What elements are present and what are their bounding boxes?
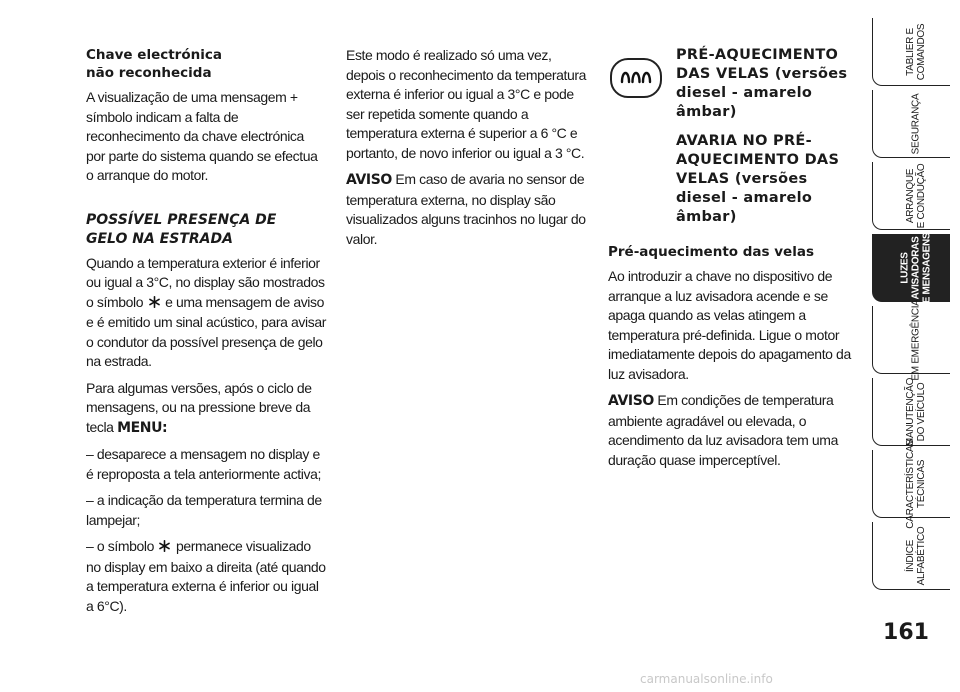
tab-label-text: TABLIER E COMANDOS bbox=[905, 23, 927, 81]
paragraph-aviso bbox=[346, 170, 588, 249]
heading-key-not-recognised bbox=[86, 46, 326, 82]
footer-watermark: carmanualsonline.info bbox=[640, 672, 773, 686]
heading-line: POSSÍVEL PRESENÇA DE bbox=[86, 211, 277, 228]
aviso-text: Em caso de avaria no sensor de temperatura externa, no display são visualizados alguns tracinhos no lugar do valor. bbox=[346, 171, 586, 247]
paragraph-aviso bbox=[608, 391, 852, 470]
heading-line: não reconhecida bbox=[86, 65, 212, 81]
chapter-index-tabs bbox=[872, 18, 960, 598]
glow-plug-fault-title: AVARIA NO PRÉ-AQUECIMENTO DAS VELAS (versões diesel - amarelo âmbar) bbox=[676, 133, 840, 225]
tab-tablier-comandos[interactable] bbox=[872, 18, 960, 86]
tab-label-text: LUZES AVISADORAS E MENSAGENS bbox=[899, 232, 933, 304]
tab-label-text: CARACTERÍSTICAS TÉCNICAS bbox=[905, 439, 927, 529]
paragraph-glow-plug: Ao introduzir a chave no dispositivo de arranque a luz avisadora acende e se apaga quando as velas atingem a temperatura pré-definida. Ligue o motor imediatamente depois do apagamento da luz avisadora. bbox=[608, 268, 851, 382]
tab-label-text: EM EMERGÊNCIA bbox=[910, 299, 922, 381]
tab-label-text: ARRANQUE E CONDUÇÃO bbox=[905, 163, 927, 229]
list-item bbox=[86, 537, 326, 616]
paragraph-temperature-mode: Este modo é realizado só uma vez, depois o reconhecimento da temperatura externa é inferior ou igual a 3°C e pode ser repetida somente quando a temperatura externa é superior a 6 °C e portanto, de novo inferior ou igual a 3 °C. bbox=[346, 47, 587, 161]
subheading-glow-plug: Pré-aquecimento das velas bbox=[608, 244, 814, 260]
tab-label-text: ÍNDICE ALFABÉTICO bbox=[905, 526, 927, 586]
text-span: e uma mensagem de aviso e é emitido um sinal acústico, para avisar o condutor da possível presença de gelo na estrada. bbox=[86, 293, 326, 369]
aviso-label: AVISO bbox=[608, 393, 654, 409]
tab-caracteristicas[interactable] bbox=[872, 439, 960, 529]
glow-plug-icon bbox=[610, 58, 662, 98]
text-span: permanece visualizado no display em baixo a direita (até quando a temperatura externa é inferior ou igual a 6°C). bbox=[86, 538, 326, 614]
tab-label-text: MANUTENÇÃO DO VEÍCULO bbox=[905, 377, 927, 447]
column-middle bbox=[346, 46, 588, 256]
tab-seguranca[interactable] bbox=[872, 90, 960, 158]
page-number: 161 bbox=[883, 620, 929, 645]
snowflake-icon bbox=[159, 538, 170, 558]
paragraph-ice-warning bbox=[86, 254, 326, 372]
tab-label-text: SEGURANÇA bbox=[910, 93, 922, 155]
heading-line: GELO NA ESTRADA bbox=[86, 230, 233, 247]
tab-arranque-conducao[interactable] bbox=[872, 162, 960, 230]
aviso-label: AVISO bbox=[346, 172, 392, 188]
list-item: – desaparece a mensagem no display e é reproposta a tela anteriormente activa; bbox=[86, 446, 321, 482]
heading-ice-on-road bbox=[86, 211, 326, 249]
glow-plug-block bbox=[608, 46, 852, 227]
paragraph-menu-key bbox=[86, 379, 326, 439]
tab-em-emergencia[interactable] bbox=[872, 299, 960, 381]
glow-plug-title: PRÉ-AQUECIMENTO DAS VELAS (versões diesel - amarelo âmbar) bbox=[676, 47, 848, 120]
tab-manutencao[interactable] bbox=[872, 378, 960, 446]
column-left bbox=[86, 46, 326, 623]
column-right bbox=[608, 46, 852, 477]
aviso-text: Em condições de temperatura ambiente agradável ou elevada, o acendimento da luz avisadora tem uma duração quase imperceptível. bbox=[608, 392, 838, 468]
tab-indice[interactable] bbox=[872, 522, 960, 590]
snowflake-icon bbox=[149, 294, 160, 314]
list-item: – a indicação da temperatura termina de lampejar; bbox=[86, 492, 322, 528]
text-span: Para algumas versões, após o ciclo de mensagens, ou na pressione breve da tecla bbox=[86, 379, 312, 435]
text-span: Quando a temperatura exterior é inferior ou igual a 3°C, no display são mostrados o símbolo bbox=[86, 254, 325, 310]
paragraph-key-not-recognised: A visualização de uma mensagem + símbolo indicam a falta de reconhecimento da chave electrónica por parte do sistema quando se efectua o arranque do motor. bbox=[86, 89, 318, 183]
text-span: – o símbolo bbox=[86, 538, 154, 554]
menu-key-label: MENU: bbox=[117, 419, 168, 436]
heading-line: Chave electrónica bbox=[86, 47, 222, 63]
tab-luzes-avisadoras[interactable] bbox=[872, 234, 960, 302]
